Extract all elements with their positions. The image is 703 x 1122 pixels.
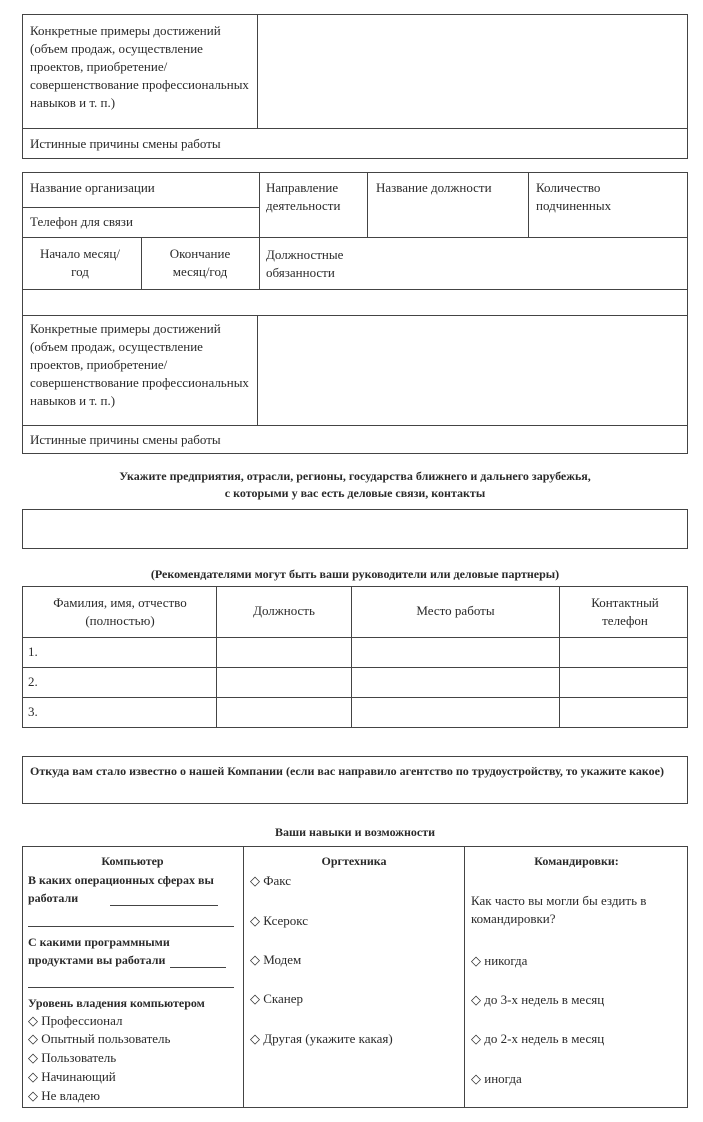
office-option[interactable]: ◇ Сканер: [250, 991, 304, 1006]
references-heading: (Рекомендателями могут быть ваши руководители или деловые партнеры): [150, 567, 560, 581]
trips-option[interactable]: ◇ иногда: [471, 1071, 522, 1086]
trips-option[interactable]: ◇ никогда: [471, 953, 528, 968]
office-option[interactable]: ◇ Факс: [250, 873, 292, 888]
direction-label: Направление деятельности: [266, 180, 341, 213]
office-option[interactable]: ◇ Другая (укажите какая): [250, 1031, 393, 1046]
duties-field[interactable]: [262, 292, 686, 312]
office-option[interactable]: ◇ Ксерокс: [250, 913, 309, 928]
col-phone: Контактный телефон: [591, 595, 659, 628]
work2-reasons-label: Истинные причины смены работы: [30, 432, 221, 447]
org-name-label: Название организации: [30, 180, 155, 195]
work1-examples-field[interactable]: [260, 16, 686, 126]
col-position: Должность: [253, 603, 315, 618]
end-date-label: Окончание месяц/год: [169, 246, 231, 279]
office-option[interactable]: ◇ Модем: [250, 952, 302, 967]
source-label: Откуда вам стало известно о нашей Компании (если вас направило агентство по трудоустройству, то укажите какое): [30, 764, 664, 778]
office-title: Оргтехника: [321, 854, 387, 868]
table-row: 2.: [28, 674, 38, 689]
col-fullname: Фамилия, имя, отчество (полностью): [53, 595, 187, 628]
trips-option[interactable]: ◇ до 2-х недель в месяц: [471, 1031, 605, 1046]
level-option[interactable]: ◇ Пользователь: [28, 1050, 117, 1065]
contacts-heading-line1: Укажите предприятия, отрасли, регионы, государства ближнего и дальнего зарубежья,: [119, 469, 591, 483]
diamond-icon[interactable]: ◇: [28, 1013, 38, 1028]
subordinates-label: Количество подчиненных: [536, 180, 612, 213]
diamond-icon[interactable]: ◇: [471, 992, 481, 1007]
diamond-icon[interactable]: ◇: [28, 1050, 38, 1065]
phone-label: Телефон для связи: [30, 214, 133, 229]
software-answer-line[interactable]: [170, 967, 226, 968]
start-date-label: Начало месяц/год: [40, 246, 120, 279]
diamond-icon[interactable]: ◇: [250, 952, 260, 967]
work2-examples-label: Конкретные примеры достижений (объем продаж, осуществление проектов, приобретение/совершенствование профессиональных навыков и т. п.): [30, 321, 249, 408]
contacts-field[interactable]: [22, 509, 688, 549]
diamond-icon[interactable]: ◇: [250, 873, 260, 888]
diamond-icon[interactable]: ◇: [471, 1031, 481, 1046]
work1-reasons-label: Истинные причины смены работы: [30, 136, 221, 151]
os-question: В каких операционных сферах вы работали: [28, 873, 214, 905]
table-row: 1.: [28, 644, 38, 659]
diamond-icon[interactable]: ◇: [250, 913, 260, 928]
diamond-icon[interactable]: ◇: [471, 1071, 481, 1086]
level-option[interactable]: ◇ Опытный пользователь: [28, 1031, 171, 1046]
trips-option[interactable]: ◇ до 3-х недель в месяц: [471, 992, 605, 1007]
diamond-icon[interactable]: ◇: [28, 1088, 38, 1103]
level-option[interactable]: ◇ Начинающий: [28, 1069, 116, 1084]
level-option[interactable]: ◇ Не владею: [28, 1088, 100, 1103]
diamond-icon[interactable]: ◇: [250, 991, 260, 1006]
software-question: С какими программными продуктами вы работали: [28, 935, 170, 967]
computer-title: Компьютер: [101, 854, 164, 868]
position-label: Название должности: [376, 180, 492, 195]
col-workplace: Место работы: [416, 603, 495, 618]
duties-label: Должностные обязанности: [266, 247, 344, 280]
level-option[interactable]: ◇ Профессионал: [28, 1013, 123, 1028]
os-answer-line-2[interactable]: [28, 926, 234, 927]
software-answer-line-2[interactable]: [28, 987, 234, 988]
os-answer-line[interactable]: [110, 905, 218, 906]
diamond-icon[interactable]: ◇: [28, 1031, 38, 1046]
trips-question: Как часто вы могли бы ездить в командировки?: [471, 893, 647, 926]
work1-examples-label: Конкретные примеры достижений (объем продаж, осуществление проектов, приобретение/совершенствование профессиональных навыков и т. п.): [30, 23, 249, 110]
contacts-heading-line2: с которыми у вас есть деловые связи, контакты: [224, 486, 486, 500]
diamond-icon[interactable]: ◇: [28, 1069, 38, 1084]
diamond-icon[interactable]: ◇: [250, 1031, 260, 1046]
level-title: Уровень владения компьютером: [28, 996, 205, 1010]
skills-heading: Ваши навыки и возможности: [274, 825, 436, 839]
table-row: 3.: [28, 704, 38, 719]
diamond-icon[interactable]: ◇: [471, 953, 481, 968]
work2-examples-field[interactable]: [260, 318, 686, 423]
trips-title: Командировки:: [534, 854, 619, 868]
